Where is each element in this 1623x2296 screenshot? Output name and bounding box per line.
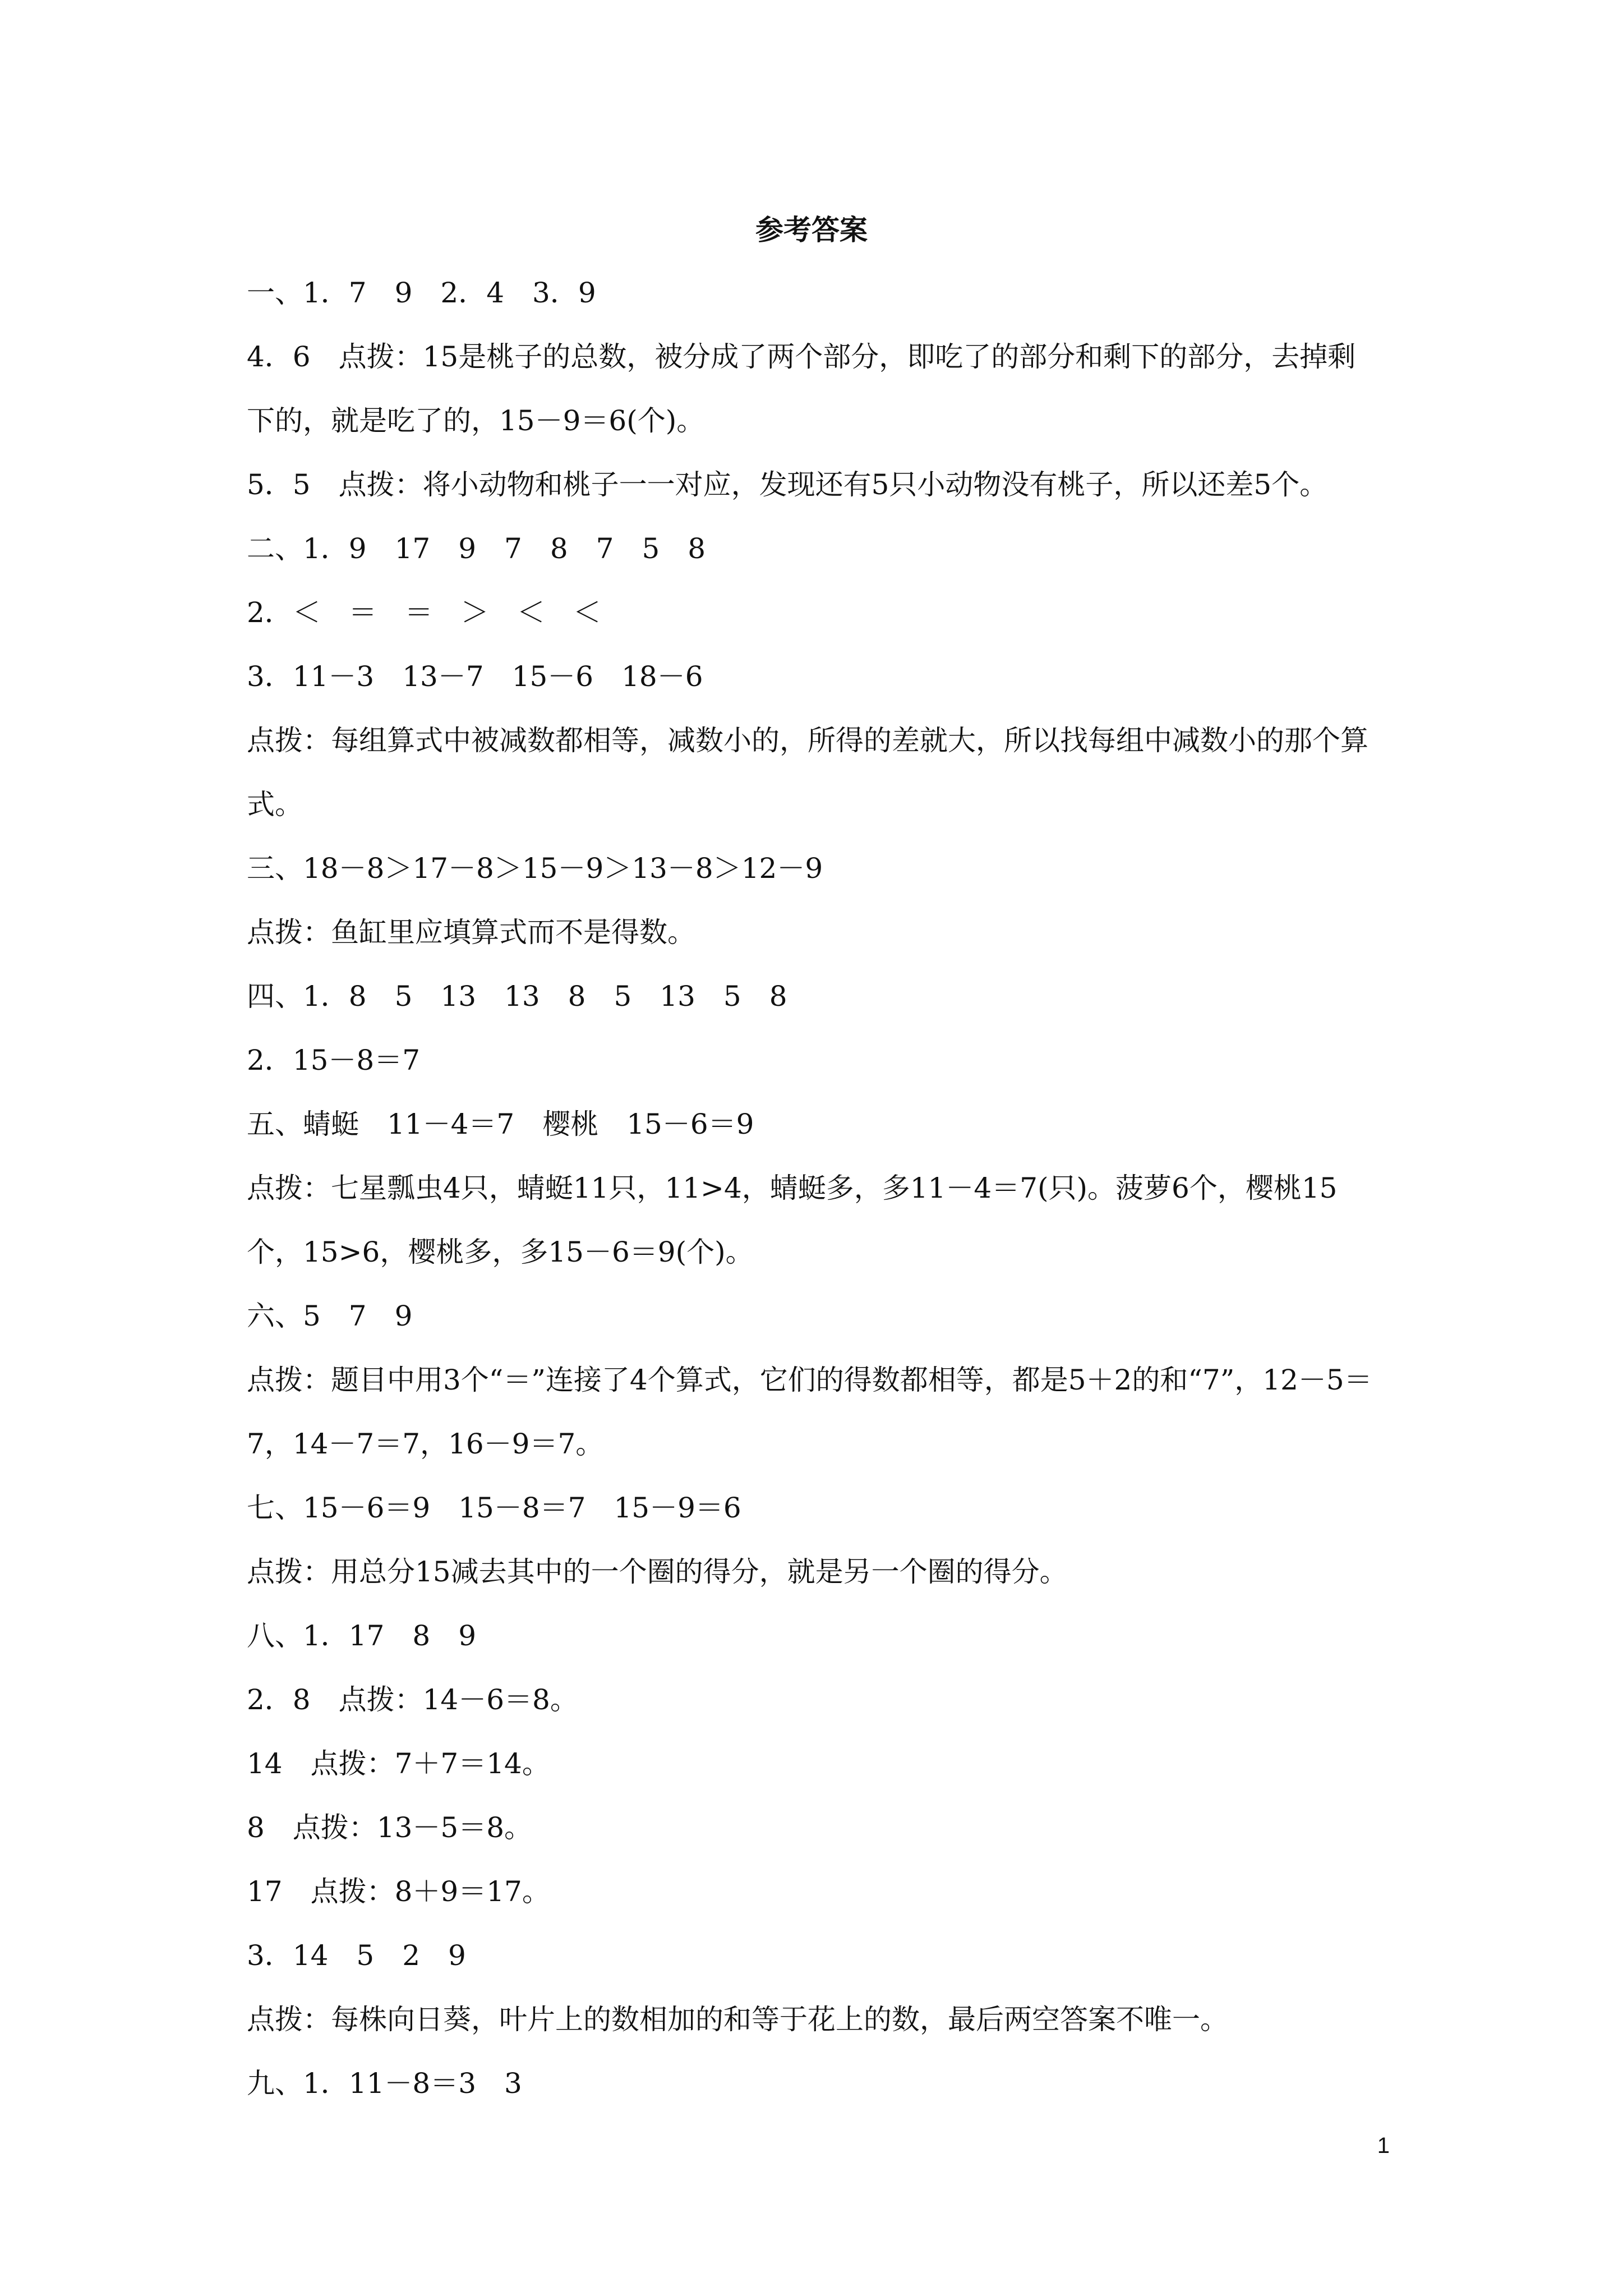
answer-line: 式。	[247, 788, 303, 821]
page-number: 1	[1377, 2133, 1390, 2158]
answer-content	[247, 270, 1391, 2125]
answer-line: 三、18－8＞17－8＞15－9＞13－8＞12－9	[247, 852, 823, 885]
answer-line: 点拨：七星瓢虫4只，蜻蜓11只，11>4，蜻蜓多，多11－4＝7(只)。菠萝6个，樱桃15	[247, 1172, 1338, 1204]
answer-line: 二、1．9 17 9 7 8 7 5 8	[247, 532, 706, 565]
answer-line: 2．8 点拨：14－6＝8。	[247, 1683, 578, 1716]
answer-line: 17 点拨：8＋9＝17。	[247, 1875, 550, 1908]
answer-line: 点拨：用总分15减去其中的一个圈的得分，就是另一个圈的得分。	[247, 1556, 1068, 1588]
answer-line: 8 点拨：13－5＝8。	[247, 1811, 533, 1844]
answer-line: 点拨：每组算式中被减数都相等，减数小的，所得的差就大，所以找每组中减数小的那个算	[247, 724, 1368, 757]
answer-line: 六、5 7 9	[247, 1300, 413, 1332]
page-title: 参考答案	[755, 213, 868, 246]
answer-line: 八、1．17 8 9	[247, 1619, 477, 1652]
answer-line: 九、1．11－8＝3 3	[247, 2067, 522, 2100]
answer-line: 3．14 5 2 9	[247, 1939, 466, 1972]
answer-line: 个，15>6，樱桃多，多15－6＝9(个)。	[247, 1236, 754, 1268]
answer-line: 点拨：鱼缸里应填算式而不是得数。	[247, 916, 695, 949]
answer-line: 2．＜ ＝ ＝ ＞ ＜ ＜	[247, 596, 601, 629]
answer-line: 14 点拨：7＋7＝14。	[247, 1747, 550, 1780]
answer-line: 五、蜻蜓 11－4＝7 樱桃 15－6＝9	[247, 1108, 754, 1140]
answer-line: 一、1．7 9 2．4 3．9	[247, 277, 596, 309]
answer-line: 4．6 点拨：15是桃子的总数，被分成了两个部分，即吃了的部分和剩下的部分，去掉剩	[247, 341, 1356, 373]
answer-line: 下的，就是吃了的，15－9＝6(个)。	[247, 404, 705, 437]
answer-line: 2．15－8＝7	[247, 1044, 421, 1076]
answer-line: 点拨：每株向日葵，叶片上的数相加的和等于花上的数，最后两空答案不唯一。	[247, 2003, 1228, 2036]
answer-line: 点拨：题目中用3个“＝”连接了4个算式，它们的得数都相等，都是5＋2的和“7”，12－5＝	[247, 1364, 1372, 1396]
answer-line: 四、1．8 5 13 13 8 5 13 5 8	[247, 980, 787, 1013]
answer-line: 3．11－3 13－7 15－6 18－6	[247, 660, 703, 693]
answer-line: 5．5 点拨：将小动物和桃子一一对应，发现还有5只小动物没有桃子，所以还差5个。	[247, 468, 1328, 501]
answer-line: 七、15－6＝9 15－8＝7 15－9＝6	[247, 1492, 741, 1524]
answer-line: 7，14－7＝7，16－9＝7。	[247, 1428, 604, 1460]
